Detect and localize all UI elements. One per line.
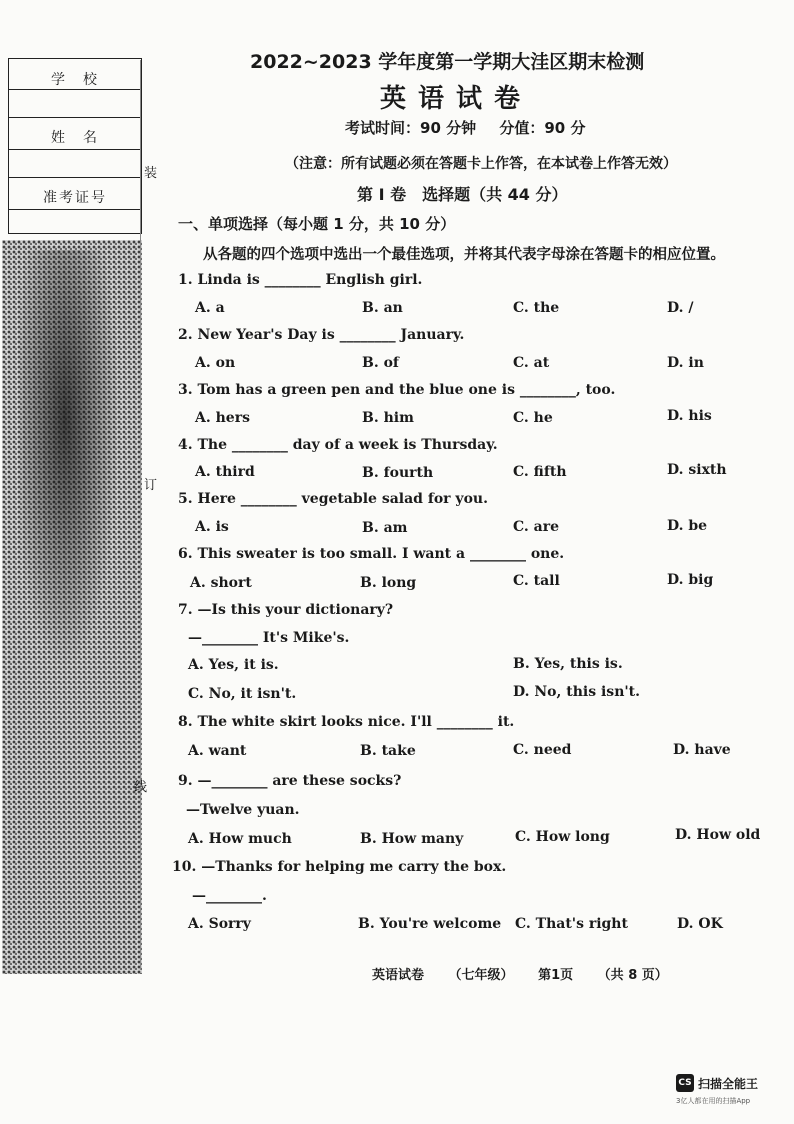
binding-mark-zhuang: 装 — [144, 166, 158, 181]
q9-option-d: D. How old — [675, 827, 761, 843]
q4-option-a: A. third — [195, 464, 255, 480]
exam-id-label: 准考证号 — [43, 190, 107, 206]
q7-option-a: A. Yes, it is. — [188, 657, 279, 673]
question-10: 10. —Thanks for helping me carry the box. — [172, 859, 507, 875]
q10-option-d: D. OK — [677, 916, 723, 932]
exam-info — [345, 117, 603, 138]
exam-note: （注意：所有试题必须在答题卡上作答，在本试卷上作答无效） — [285, 156, 677, 172]
section-title: 一、单项选择（每小题 1 分，共 10 分） — [178, 215, 456, 233]
q8-option-d: D. have — [673, 742, 731, 758]
q6-option-c: C. tall — [513, 573, 560, 589]
q1-option-b: B. an — [362, 300, 403, 316]
q3-option-d: D. his — [667, 408, 712, 424]
q3-option-a: A. hers — [195, 410, 250, 426]
question-4: 4. The ________ day of a week is Thursday. — [178, 437, 498, 453]
q5-option-d: D. be — [667, 518, 708, 534]
q1-option-d: D. / — [667, 300, 694, 316]
footer-page: 第1页 — [538, 968, 574, 983]
q2-option-d: D. in — [667, 355, 704, 371]
q4-option-b: B. fourth — [362, 465, 434, 481]
q8-option-c: C. need — [513, 742, 572, 758]
info-divider — [9, 89, 141, 90]
q9-option-c: C. How long — [515, 829, 610, 845]
question-7: 7. —Is this your dictionary? — [178, 602, 394, 618]
q5-option-c: C. are — [513, 519, 559, 535]
question-3: 3. Tom has a green pen and the blue one is ________, too. — [178, 382, 616, 398]
question-10-reply: —________. — [192, 888, 267, 904]
q1-option-a: A. a — [195, 300, 225, 316]
info-divider — [9, 117, 141, 118]
q2-option-b: B. of — [362, 355, 399, 371]
exam-title: 2022~2023 学年度第一学期大洼区期末检测 — [250, 51, 645, 73]
name-label: 姓 名 — [51, 130, 99, 146]
info-divider — [9, 149, 141, 150]
footer-grade: （七年级） — [448, 968, 514, 983]
question-2: 2. New Year's Day is ________ January. — [178, 327, 465, 343]
binding-line — [140, 60, 141, 970]
school-label: 学 校 — [51, 72, 99, 88]
page-footer — [372, 964, 688, 983]
info-divider — [9, 209, 141, 210]
question-7-reply: —________ It's Mike's. — [188, 630, 350, 646]
binding-strip-shade — [20, 250, 120, 670]
q6-option-b: B. long — [360, 575, 417, 591]
q2-option-a: A. on — [195, 355, 236, 371]
q3-option-b: B. him — [362, 410, 414, 426]
question-1: 1. Linda is ________ English girl. — [178, 272, 423, 288]
question-6: 6. This sweater is too small. I want a ________ one. — [178, 546, 565, 562]
q7-option-d: D. No, this isn't. — [513, 684, 640, 700]
binding-mark-xian: 线 — [134, 780, 148, 795]
q10-option-c: C. That's right — [515, 916, 628, 932]
exam-time: 考试时间：90 分钟 — [345, 119, 477, 137]
q2-option-c: C. at — [513, 355, 550, 371]
q9-option-a: A. How much — [188, 831, 292, 847]
section-instructions: 从各题的四个选项中选出一个最佳选项，并将其代表字母涂在答题卡的相应位置。 — [203, 247, 725, 263]
exam-subtitle: 英语试卷 — [380, 84, 533, 114]
question-5: 5. Here ________ vegetable salad for you. — [178, 491, 488, 507]
q9-option-b: B. How many — [360, 831, 464, 847]
q6-option-a: A. short — [190, 575, 252, 591]
footer-total: （共 8 页） — [597, 968, 668, 983]
question-8: 8. The white skirt looks nice. I'll ________ it. — [178, 714, 515, 730]
q8-option-a: A. want — [188, 743, 247, 759]
exam-score: 分值：90 分 — [499, 119, 586, 137]
q3-option-c: C. he — [513, 410, 553, 426]
q8-option-b: B. take — [360, 743, 416, 759]
q5-option-b: B. am — [362, 520, 408, 536]
q6-option-d: D. big — [667, 572, 714, 588]
student-info-box — [8, 58, 142, 234]
binding-mark-ding: 订 — [144, 478, 158, 493]
camscanner-logo-icon: CS — [676, 1074, 694, 1092]
question-9: 9. —________ are these socks? — [178, 773, 402, 789]
part-title: 第 I 卷 选择题（共 44 分） — [357, 185, 568, 204]
q4-option-c: C. fifth — [513, 464, 567, 480]
q7-option-b: B. Yes, this is. — [513, 656, 623, 672]
q10-option-b: B. You're welcome — [358, 916, 502, 932]
scanner-tagline: 3亿人都在用的扫描App — [676, 1097, 751, 1105]
q7-option-c: C. No, it isn't. — [188, 686, 297, 702]
question-9-reply: —Twelve yuan. — [186, 802, 300, 818]
scanner-name: 扫描全能王 — [698, 1077, 759, 1091]
q4-option-d: D. sixth — [667, 462, 727, 478]
q10-option-a: A. Sorry — [188, 916, 251, 932]
footer-subject: 英语试卷 — [372, 968, 425, 983]
info-divider — [9, 177, 141, 178]
q5-option-a: A. is — [195, 519, 229, 535]
q1-option-c: C. the — [513, 300, 560, 316]
